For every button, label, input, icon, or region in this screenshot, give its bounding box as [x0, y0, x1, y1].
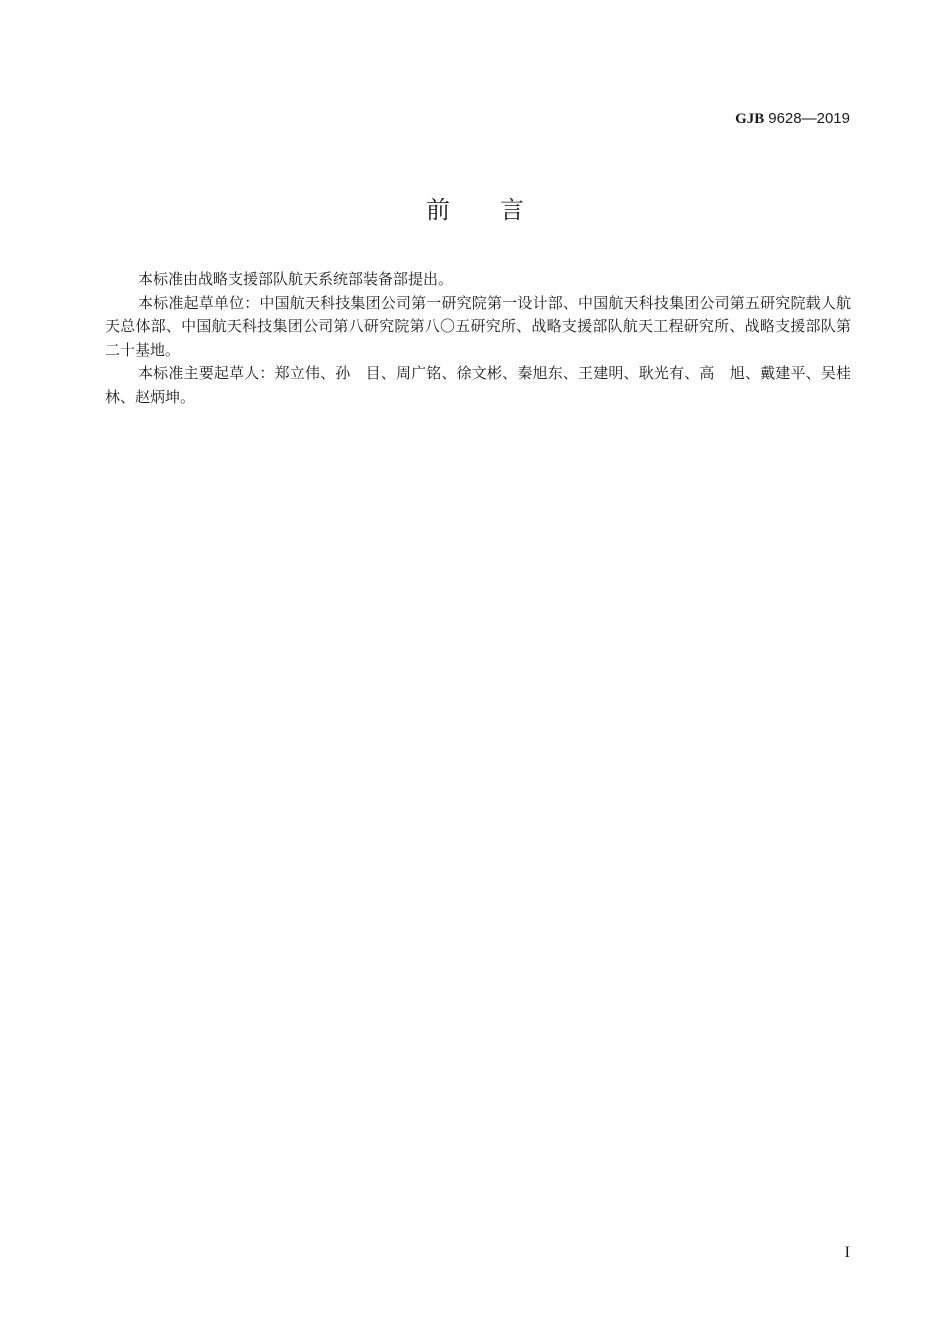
standard-code: [735, 110, 850, 128]
standard-code-prefix: GJB: [735, 111, 765, 127]
paragraph-drafting-units: 本标准起草单位：中国航天科技集团公司第一研究院第一设计部、中国航天科技集团公司第五研究院载人航天总体部、中国航天科技集团公司第八研究院第八〇五研究所、战略支援部队航天工程研究所、战略支援部队第二十基地。: [105, 293, 851, 359]
page-title: [0, 190, 950, 225]
standard-code-number: 9628—2019: [768, 110, 850, 127]
page-title-char-2: 言: [500, 196, 524, 224]
paragraph-drafters: 本标准主要起草人：郑立伟、孙 目、周广铭、徐文彬、秦旭东、王建明、耿光有、高 旭、戴建平、吴桂林、赵炳坤。: [105, 364, 851, 406]
page-number: I: [844, 1244, 850, 1261]
page-title-char-1: 前: [426, 196, 450, 224]
foreword-body: [105, 268, 851, 409]
paragraph-proposer: 本标准由战略支援部队航天系统部装备部提出。: [138, 270, 454, 288]
